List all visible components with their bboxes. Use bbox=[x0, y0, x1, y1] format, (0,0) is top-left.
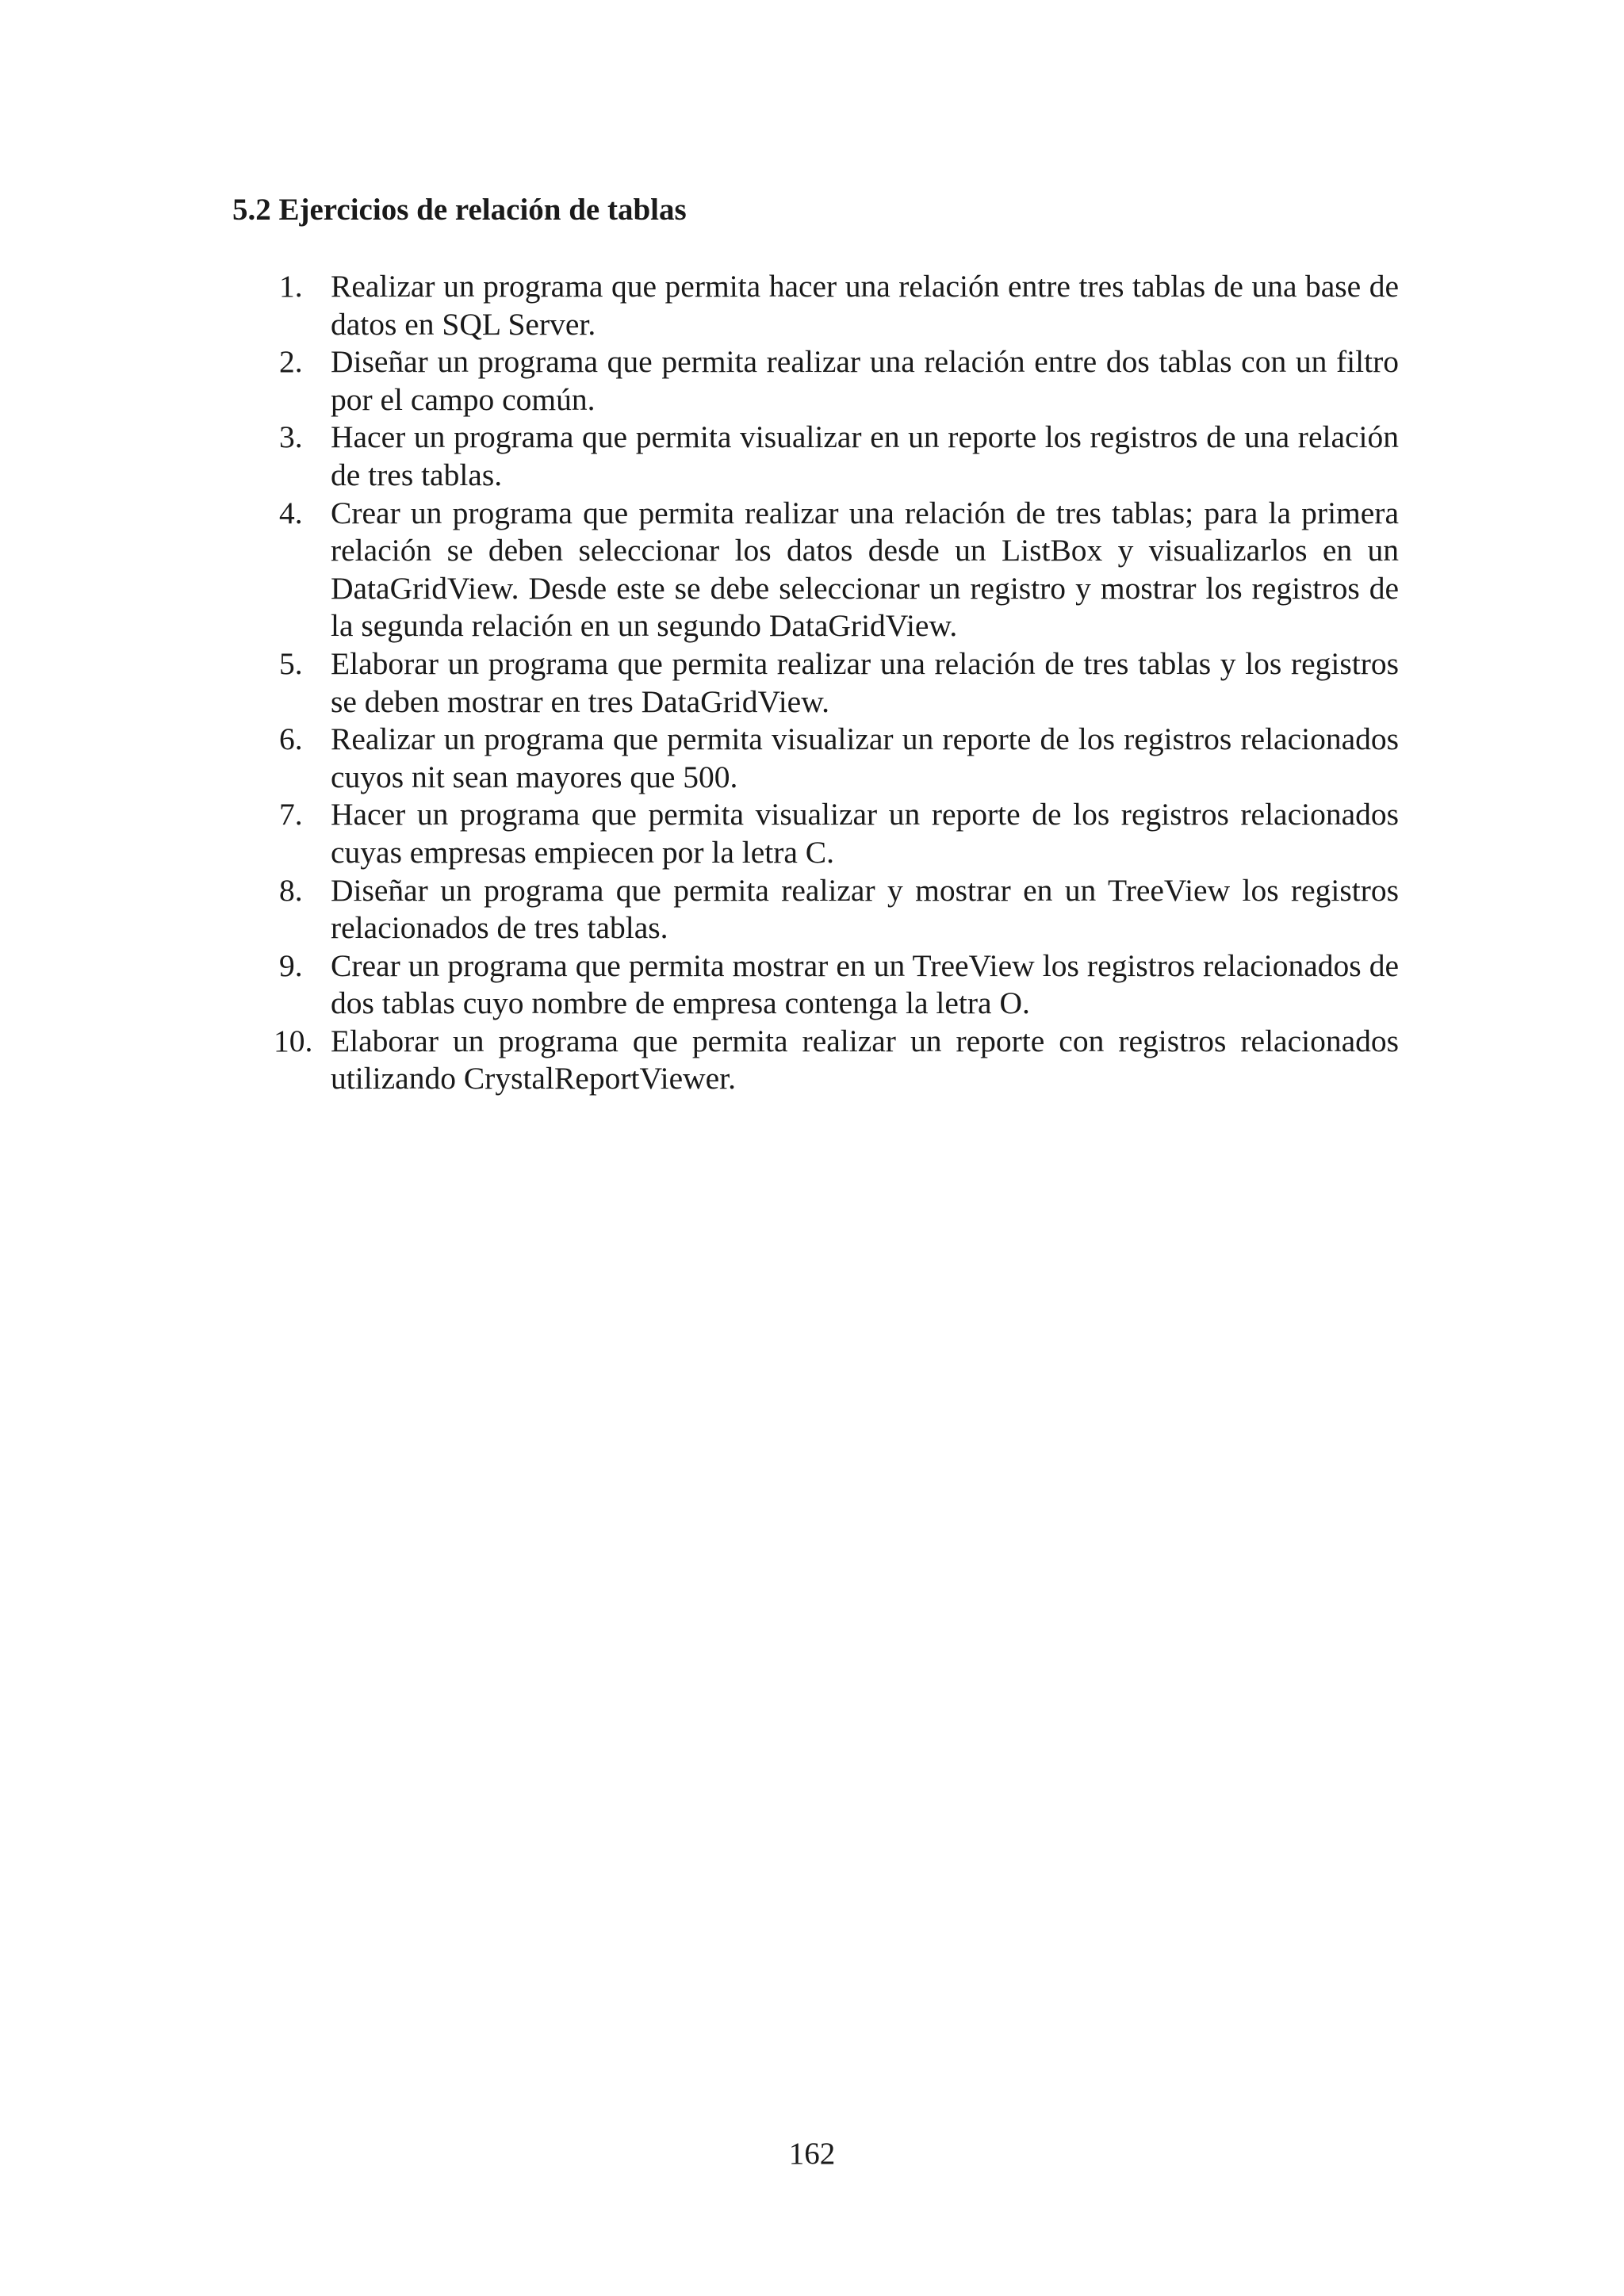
exercise-number: 6. bbox=[279, 721, 303, 757]
exercise-list bbox=[274, 268, 1399, 1098]
page-number: 162 bbox=[788, 2137, 836, 2171]
exercise-text: Realizar un programa que permita hacer una relación entre tres tablas de una base de datos en SQL Server. bbox=[331, 269, 1399, 342]
exercise-text: Crear un programa que permita realizar una relación de tres tablas; para la primera relación se deben seleccionar los datos desde un ListBox y visualizarlos en un DataGridView. Desde este se debe seleccionar un registro y mostrar los registros de la segunda relación en un segundo DataGridView. bbox=[331, 495, 1399, 644]
exercise-number: 3. bbox=[279, 419, 303, 455]
exercise-number: 9. bbox=[279, 947, 303, 983]
exercise-item bbox=[279, 947, 1399, 1023]
exercise-item bbox=[279, 796, 1399, 871]
exercise-item bbox=[279, 721, 1399, 796]
exercise-text: Realizar un programa que permita visualizar un reporte de los registros relacionados cuyos nit sean mayores que 500. bbox=[331, 721, 1399, 794]
exercise-number: 5. bbox=[279, 645, 303, 681]
exercise-item bbox=[279, 645, 1399, 721]
exercise-number: 1. bbox=[279, 269, 303, 304]
exercise-item bbox=[279, 495, 1399, 645]
exercise-text: Hacer un programa que permita visualizar un reporte de los registros relacionados cuyas empresas empiecen por la letra C. bbox=[331, 797, 1399, 870]
exercise-text: Elaborar un programa que permita realizar una relación de tres tablas y los registros se deben mostrar en tres DataGridView. bbox=[331, 645, 1399, 719]
exercise-text: Crear un programa que permita mostrar en un TreeView los registros relacionados de dos tablas cuyo nombre de empresa contenga la letra O. bbox=[331, 947, 1399, 1021]
exercise-number: 7. bbox=[279, 797, 303, 832]
exercise-number: 2. bbox=[279, 344, 303, 380]
exercise-text: Hacer un programa que permita visualizar en un reporte los registros de una relación de tres tablas. bbox=[331, 419, 1399, 492]
section-heading: 5.2 Ejercicios de relación de tablas bbox=[232, 193, 687, 227]
exercise-text: Diseñar un programa que permita realizar una relación entre dos tablas con un filtro por el campo común. bbox=[331, 344, 1399, 417]
exercise-item bbox=[279, 343, 1399, 419]
exercise-number: 4. bbox=[279, 495, 303, 530]
exercise-item bbox=[279, 872, 1399, 947]
exercise-number: 8. bbox=[279, 872, 303, 908]
exercise-item bbox=[274, 1023, 1399, 1098]
exercise-text: Elaborar un programa que permita realizar un reporte con registros relacionados utilizando CrystalReportViewer. bbox=[331, 1023, 1399, 1096]
exercise-number: 10. bbox=[274, 1023, 313, 1058]
exercise-item bbox=[279, 419, 1399, 494]
exercise-item bbox=[279, 268, 1399, 343]
exercise-text: Diseñar un programa que permita realizar y mostrar en un TreeView los registros relacionados de tres tablas. bbox=[331, 872, 1399, 946]
